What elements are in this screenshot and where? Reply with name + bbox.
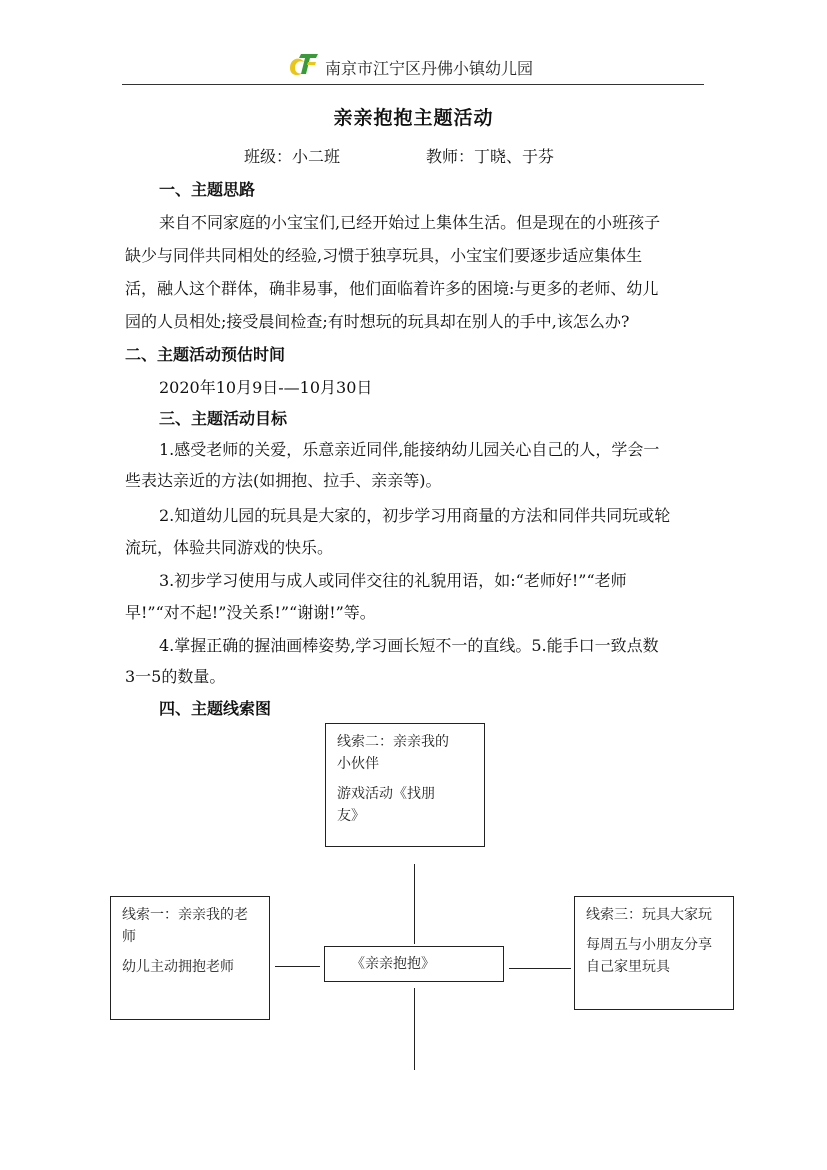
clue1-box <box>110 896 270 1020</box>
paragraph-line: 园的人员相处;接受晨间检查;有时想玩的玩具却在别人的手中,该怎么办? <box>125 312 630 331</box>
goal-line: 1.感受老师的关爱，乐意亲近同伴,能接纳幼儿园关心自己的人，学会一 <box>159 440 660 459</box>
section-heading: 一、主题思路 <box>159 180 256 199</box>
section-heading: 三、主题活动目标 <box>159 409 288 428</box>
page-title: 亲亲抱抱主题活动 <box>333 107 494 129</box>
clue2-box <box>325 723 485 847</box>
school-name: 南京市江宁区丹佛小镇幼儿园 <box>325 59 534 78</box>
clue2-activity-cont: 友》 <box>337 808 365 824</box>
teacher-label: 教师：丁晓、于芬 <box>426 147 555 166</box>
clue1-title: 线索一：亲亲我的老 <box>122 907 248 923</box>
goal-line: 早!”“对不起!”没关系!”“谢谢!”等。 <box>125 603 376 622</box>
connector-left <box>275 966 320 967</box>
clue2-title-cont: 小伙伴 <box>337 756 379 772</box>
header-divider <box>122 84 704 85</box>
clue1-title-cont: 师 <box>122 929 136 945</box>
school-logo-icon <box>286 50 320 78</box>
date-range: 2020年10月9日-—10月30日 <box>159 378 373 397</box>
paragraph-line: 缺少与同伴共同相处的经验,习惯于独享玩具，小宝宝们要逐步适应集体生 <box>125 246 643 265</box>
goal-line: 些表达亲近的方法(如拥抱、拉手、亲亲等)。 <box>125 471 442 490</box>
clue2-title: 线索二：亲亲我的 <box>337 734 449 750</box>
paragraph-line: 活，融人这个群体，确非易事，他们面临着许多的困境:与更多的老师、幼儿 <box>125 279 659 298</box>
clue1-activity: 幼儿主动拥抱老师 <box>122 959 234 975</box>
connector-right <box>509 968 571 969</box>
section-heading: 二、主题活动预估时间 <box>125 345 286 364</box>
section-heading: 四、主题线索图 <box>159 699 272 718</box>
connector-top <box>414 864 415 944</box>
class-label: 班级：小二班 <box>244 147 341 166</box>
connector-bottom <box>414 988 415 1070</box>
clue3-activity: 每周五与小朋友分享 <box>586 937 712 953</box>
goal-line: 3一5的数量。 <box>125 667 226 686</box>
center-theme-box <box>324 946 504 982</box>
clue3-activity-cont: 自己家里玩具 <box>586 959 670 975</box>
center-theme: 《亲亲抱抱》 <box>351 956 435 972</box>
goal-line: 4.掌握正确的握油画棒姿势,学习画长短不一的直线。5.能手口一致点数 <box>159 636 659 655</box>
goal-line: 2.知道幼儿园的玩具是大家的，初步学习用商量的方法和同伴共同玩或轮 <box>159 506 671 525</box>
clue2-activity: 游戏活动《找朋 <box>337 786 435 802</box>
clue3-box <box>574 896 734 1010</box>
clue3-title: 线索三：玩具大家玩 <box>586 907 712 923</box>
goal-line: 3.初步学习使用与成人或同伴交往的礼貌用语，如:“老师好!”“老师 <box>159 571 627 590</box>
paragraph-line: 来自不同家庭的小宝宝们,已经开始过上集体生活。但是现在的小班孩子 <box>159 213 661 232</box>
goal-line: 流玩，体验共同游戏的快乐。 <box>125 538 334 557</box>
